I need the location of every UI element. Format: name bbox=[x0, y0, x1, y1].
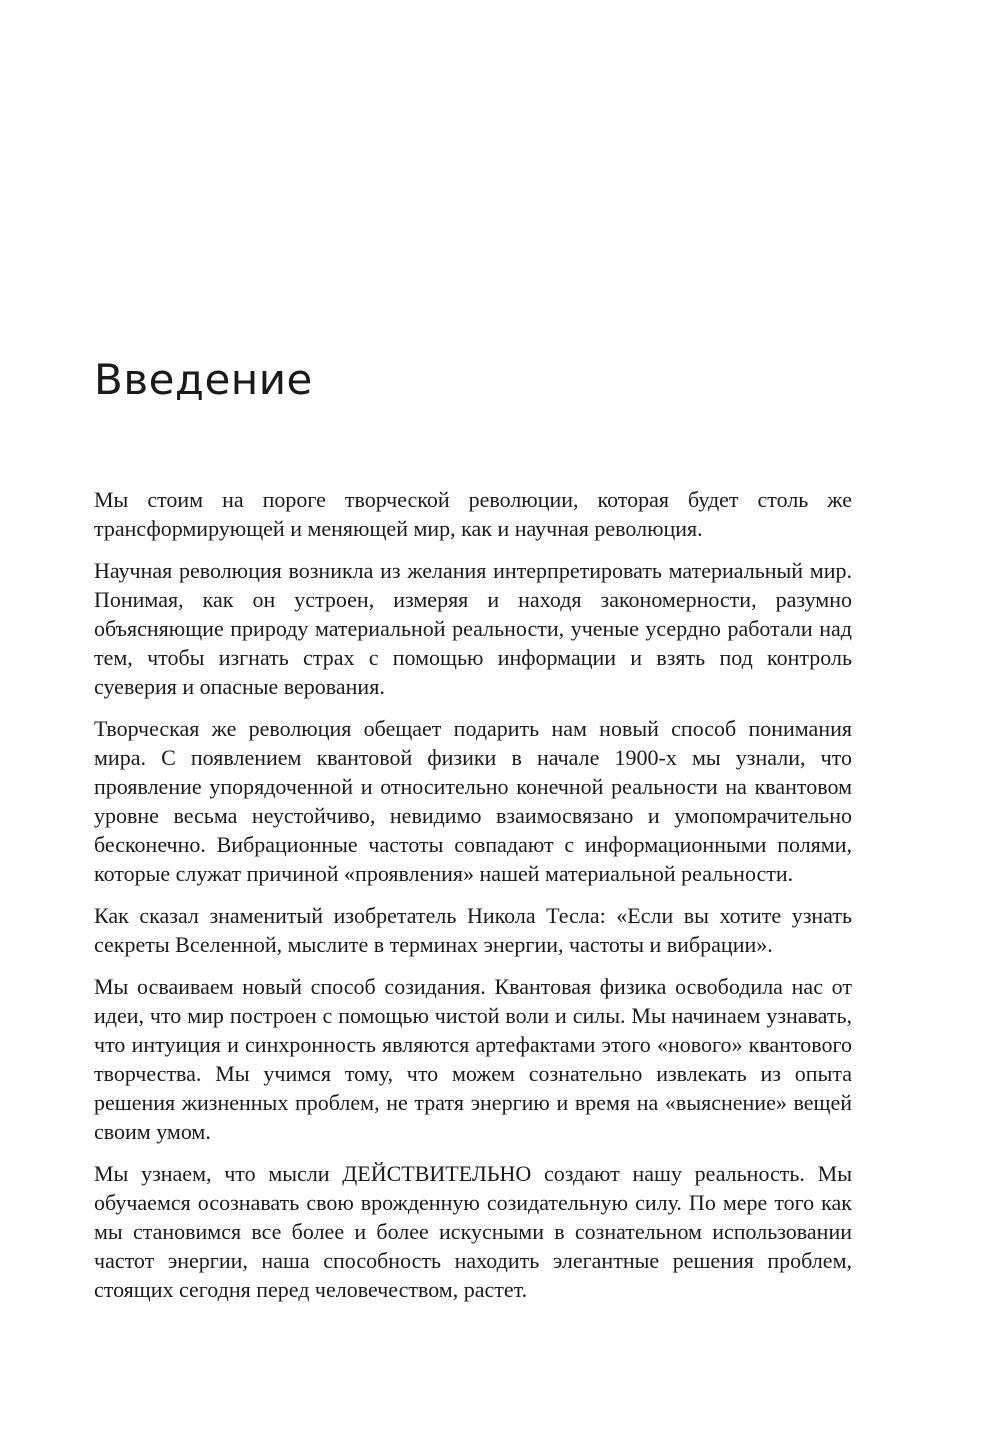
paragraph-3: Творческая же революция обещает подарить нам новый способ понимания мира. С появлением квантовой физики в начале 1900-х мы узнали, что проявление упорядоченной и относительно конечной реальности на квантовом уровне весьма неустойчиво, невидимо взаимосвязано и умопомрачительно бесконечно. Вибрационные частоты совпадают с информационными полями, которые служат причиной «проявления» нашей материальной реальности. bbox=[94, 716, 852, 886]
paragraph-5: Мы осваиваем новый способ созидания. Квантовая физика освободила нас от идеи, что мир построен с помощью чистой воли и силы. Мы начинаем узнавать, что интуиция и синхронность являются артефактами этого «нового» квантового творчества. Мы учимся тому, что можем сознательно извлекать из опыта решения жизненных проблем, не тратя энергию и время на «выяснение» вещей своим умом. bbox=[94, 974, 852, 1144]
paragraph-4: Как сказал знаменитый изобретатель Никола Тесла: «Если вы хотите узнать секреты Вселенной, мыслите в терминах энергии, частоты и вибрации». bbox=[94, 903, 852, 957]
paragraph-2: Научная революция возникла из желания интерпретировать материальный мир. Понимая, как он устроен, измеряя и находя закономерности, разумно объясняющие природу материальной реальности, ученые усердно работали над тем, чтобы изгнать страх с помощью информации и взять под контроль суеверия и опасные верования. bbox=[94, 558, 852, 699]
paragraph-6: Мы узнаем, что мысли ДЕЙСТВИТЕЛЬНО создают нашу реальность. Мы обучаемся осознавать свою врожденную созидательную силу. По мере того как мы становимся все более и более искусными в сознательном использовании частот энергии, наша способность находить элегантные решения проблем, стоящих сегодня перед человечеством, растет. bbox=[94, 1161, 852, 1302]
paragraph-1: Мы стоим на пороге творческой революции, которая будет столь же трансформирующей и меняющей мир, как и научная революция. bbox=[94, 487, 852, 541]
chapter-body bbox=[94, 485, 852, 1317]
chapter-title: Введение bbox=[94, 355, 313, 404]
